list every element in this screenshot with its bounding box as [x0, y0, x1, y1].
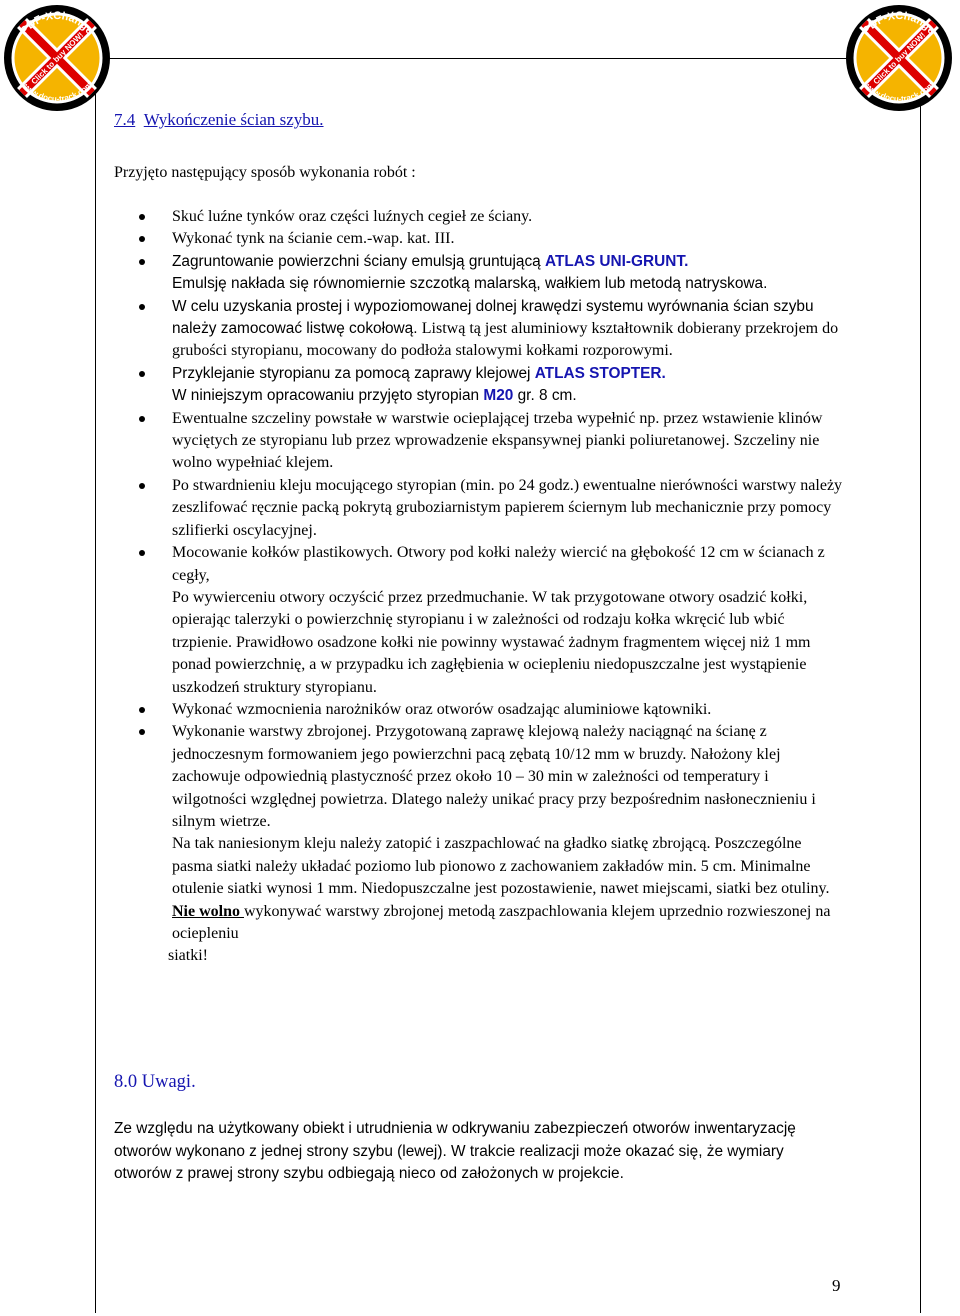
list-item-text: wykonywać warstwy zbrojonej metodą zaszpachlowania klejem uprzednio rozwieszonej na ociepleniu — [172, 902, 831, 942]
list-item-text: Ewentualne szczeliny powstałe w warstwie ocieplającej trzeba wypełnić np. przez wstawienie klinów wyciętych ze styropianu lub przez wprowadzenie ekspansywnej pianki poliuretanowej. Szczeliny nie wolno wypełniać klejem. — [172, 409, 823, 472]
list-item — [114, 475, 844, 542]
page-number: 9 — [832, 1276, 841, 1295]
remarks-paragraph: Ze względu na użytkowany obiekt i utrudnienia w odkrywaniu zabezpieczeń otworów inwentaryzację otworów wykonano z jednej strony szybu (lewej). W trakcie realizacji może okazać się, że wymiary otworów z prawej strony szybu odbiegają nieco od założonych w projekcie. — [114, 1120, 796, 1182]
list-item — [114, 408, 844, 475]
list-item-text: Wykonać wzmocnienia narożników oraz otworów osadzając aluminiowe kątowniki. — [172, 700, 712, 718]
list-item — [114, 699, 844, 721]
badge-bottom-text: www.docu-track.com — [20, 80, 94, 104]
product-grade: M20 — [483, 387, 514, 405]
list-item — [114, 296, 844, 363]
work-steps-list — [114, 206, 844, 968]
list-item-text: Przyklejanie styropianu za pomocą zaprawy klejowej — [172, 364, 535, 382]
badge-middle-text: Click to buy NOW! — [29, 30, 86, 87]
list-item-text: Zagruntowanie powierzchni ściany emulsją gruntującą — [172, 252, 545, 270]
badge-bottom-text: www.docu-track.com — [862, 80, 936, 104]
pdf-xchange-badge-left[interactable] — [2, 3, 112, 113]
pdf-xchange-badge-right[interactable] — [844, 3, 954, 113]
list-item — [114, 206, 844, 228]
section-heading-8-0: 8.0 Uwagi. — [114, 1072, 196, 1092]
list-item — [114, 228, 844, 250]
emphasis-text: Nie wolno — [172, 902, 244, 920]
list-item-text: Emulsję nakłada się równomiernie szczotką malarską, wałkiem lub metodą natryskowa. — [172, 275, 768, 293]
section-heading-7-4 — [114, 110, 844, 130]
list-item-text: Po stwardnieniu kleju mocującego styropian (min. po 24 godz.) ewentualne nierówności warstwy należy zeszlifować ręcznie packą pokrytą gruboziarnistym papierem ściernym lub mechanicznie przy pomocy szlifierki oscylacyjnej. — [172, 476, 843, 539]
list-item — [114, 251, 844, 296]
document-body — [114, 110, 844, 968]
list-item-text: gr. 8 cm. — [513, 387, 577, 405]
badge-top-text: PDF-XChange — [18, 9, 96, 37]
list-item-text: Wykonać tynk na ścianie cem.-wap. kat. III. — [172, 230, 455, 248]
section-number: 7.4 — [114, 110, 136, 129]
intro-paragraph: Przyjęto następujący sposób wykonania robót : — [114, 164, 416, 181]
list-item-text: W niniejszym opracowaniu przyjęto styropian — [172, 387, 484, 405]
list-item-text: Skuć luźne tynków oraz części luźnych cegieł ze ściany. — [172, 208, 533, 225]
list-item-text: Listwą tą jest aluminiowy kształtownik dobierany przekrojem do grubości styropianu, mocowany do podłoża stalowymi kołkami rozporowymi. — [172, 320, 839, 360]
list-item-text: W celu uzyskania prostej i wypoziomowanej dolnej krawędzi systemu wyrównania ścian szybu należy zamocować listwę cokołową. — [172, 297, 814, 338]
list-item-text: Wykonanie warstwy zbrojonej. Przygotowaną zaprawę klejową należy naciągnąć na ścianę z jednoczesnym formowaniem jego powierzchni pacą zębatą 10/12 mm w bruzdy. Nałożony klej zachowuje odpowiednią plastyczność przez około 10 – 30 min w zależności od temperatury i wilgotności względnej powietrza. Dlatego należy unikać pracy przy bezpośrednim nasłonecznieniu i silnym wietrze. — [172, 723, 816, 830]
list-item-text: Mocowanie kołków plastikowych. Otwory pod kołki należy wiercić na głębokość 12 cm w ścianach z cegły, — [172, 544, 825, 584]
badge-top-text: PDF-XChange — [860, 9, 938, 37]
list-item-text: Po wywierceniu otwory oczyścić przez przedmuchanie. W tak przygotowane otwory osadzić kołki, opierając talerzyki o powierzchnię styropianu i w zależności od rodzaju kołka wkręcić lub wbić trzpienie. Prawidłowo osadzone kołki nie powinny wystawać żadnym fragmentem więcej niż 1 mm ponad powierzchnię, a w przypadku ich zagłębienia w ociepleniu niedopuszczalne jest wystąpienie uszkodzeń struktury styropianu. — [172, 588, 811, 696]
list-item — [114, 542, 844, 699]
list-item-text: Na tak naniesionym kleju należy zatopić i zaszpachlować na gładko siatkę zbrojącą. Poszczególne pasma siatki należy układać poziomo lub pionowo z zachowaniem zakładów min. 5 cm. Minimalne otulenie siatki wynosi 1 mm. Niedopuszczalne jest pozostawienie, nawet miejscami, siatki bez otuliny. — [172, 835, 830, 898]
list-item — [114, 721, 844, 967]
product-name: ATLAS UNI-GRUNT. — [545, 252, 689, 270]
list-item-text: siatki! — [168, 947, 208, 965]
list-item — [114, 363, 844, 408]
product-name: ATLAS STOPTER. — [534, 364, 666, 382]
badge-middle-text: Click to buy NOW! — [871, 30, 928, 87]
section-title: Wykończenie ścian szybu. — [143, 110, 324, 129]
